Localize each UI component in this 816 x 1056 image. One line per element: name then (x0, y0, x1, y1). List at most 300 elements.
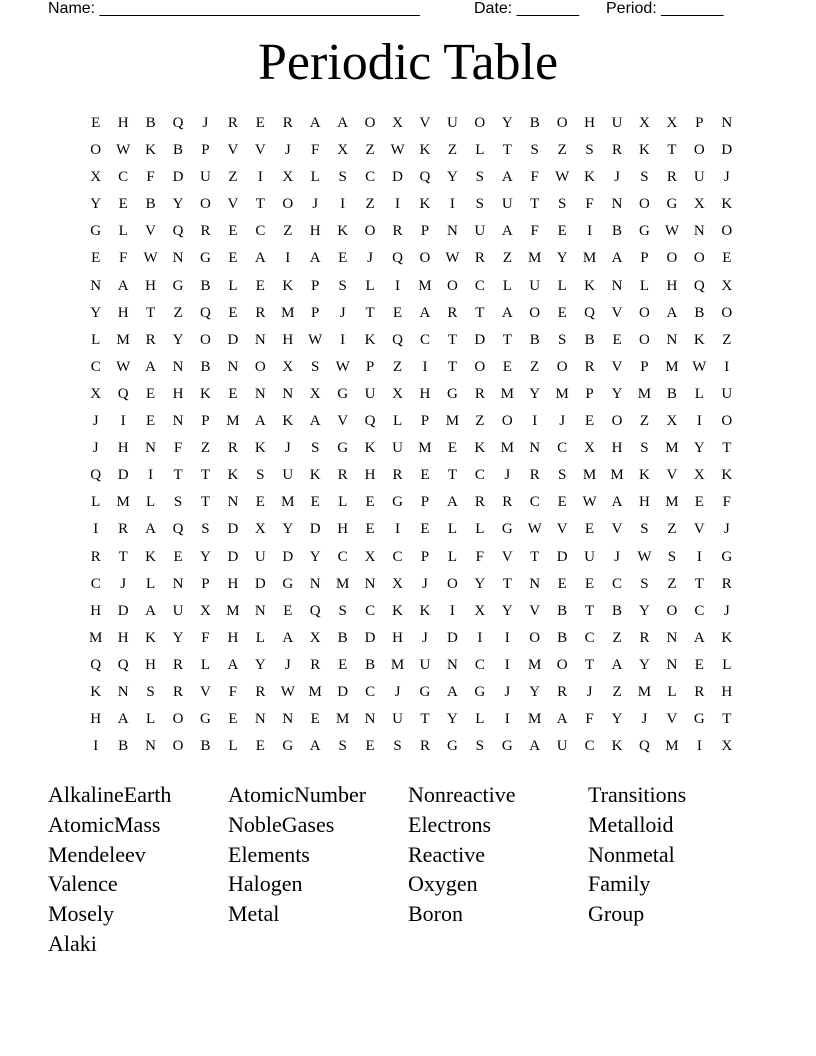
grid-letter[interactable]: Q (392, 331, 403, 348)
grid-letter[interactable]: E (365, 521, 375, 538)
grid-letter[interactable]: M (637, 385, 652, 402)
grid-letter[interactable]: D (364, 629, 376, 646)
grid-letter[interactable]: O (419, 250, 431, 267)
grid-letter[interactable]: F (530, 223, 539, 240)
grid-letter[interactable]: A (309, 413, 321, 430)
grid-letter[interactable]: S (640, 521, 649, 538)
grid-letter[interactable]: T (585, 602, 595, 619)
grid-letter[interactable]: E (585, 521, 595, 538)
grid-letter[interactable]: C (255, 223, 266, 240)
grid-letter[interactable]: U (693, 169, 705, 186)
grid-letter[interactable]: A (254, 413, 266, 430)
grid-letter[interactable]: K (227, 467, 239, 484)
grid-letter[interactable]: G (200, 711, 211, 728)
grid-letter[interactable]: P (311, 277, 320, 294)
grid-letter[interactable]: N (309, 575, 321, 592)
grid-letter[interactable]: N (666, 629, 678, 646)
grid-letter[interactable]: L (200, 656, 211, 673)
grid-letter[interactable]: L (557, 277, 567, 294)
grid-letter[interactable]: F (722, 494, 731, 511)
grid-letter[interactable]: R (447, 304, 458, 321)
grid-letter[interactable]: H (145, 656, 157, 673)
grid-letter[interactable]: E (228, 304, 238, 321)
grid-letter[interactable]: H (666, 277, 678, 294)
grid-letter[interactable]: Z (173, 304, 183, 321)
grid-letter[interactable]: E (392, 304, 403, 321)
grid-letter[interactable]: L (639, 277, 650, 294)
grid-letter[interactable]: S (201, 521, 210, 538)
grid-letter[interactable]: D (392, 169, 403, 186)
grid-letter[interactable]: E (338, 250, 348, 267)
grid-letter[interactable]: D (446, 629, 458, 646)
grid-letter[interactable]: Q (392, 250, 403, 267)
grid-letter[interactable]: G (172, 277, 184, 294)
grid-letter[interactable]: K (639, 142, 650, 159)
grid-letter[interactable]: Y (474, 575, 486, 592)
grid-letter[interactable]: S (338, 738, 347, 755)
grid-letter[interactable]: V (254, 142, 266, 159)
grid-letter[interactable]: E (557, 223, 567, 240)
grid-letter[interactable]: R (255, 304, 266, 321)
grid-letter[interactable]: K (282, 413, 294, 430)
grid-letter[interactable]: Q (200, 304, 211, 321)
grid-letter[interactable]: T (475, 304, 485, 321)
grid-letter[interactable]: R (474, 250, 485, 267)
grid-letter[interactable]: X (90, 169, 102, 186)
grid-letter[interactable]: G (337, 440, 349, 457)
grid-letter[interactable]: R (173, 683, 184, 700)
grid-letter[interactable]: O (721, 413, 733, 430)
grid-letter[interactable]: Z (283, 223, 293, 240)
grid-letter[interactable]: R (200, 223, 211, 240)
grid-letter[interactable]: E (557, 494, 567, 511)
grid-letter[interactable]: E (255, 494, 265, 511)
grid-letter[interactable]: H (227, 575, 239, 592)
grid-letter[interactable]: X (584, 440, 596, 457)
grid-letter[interactable]: C (365, 169, 376, 186)
grid-letter[interactable]: X (364, 548, 376, 565)
grid-letter[interactable]: S (311, 440, 320, 457)
grid-letter[interactable]: R (474, 494, 485, 511)
grid-letter[interactable]: L (447, 521, 457, 538)
grid-letter[interactable]: H (419, 385, 431, 402)
grid-letter[interactable]: K (419, 602, 431, 619)
grid-letter[interactable]: I (93, 738, 99, 755)
grid-letter[interactable]: Y (90, 196, 102, 213)
grid-letter[interactable]: K (721, 629, 733, 646)
grid-letter[interactable]: A (282, 629, 294, 646)
grid-letter[interactable]: K (364, 440, 376, 457)
grid-letter[interactable]: O (446, 575, 458, 592)
grid-letter[interactable]: K (200, 385, 211, 402)
grid-letter[interactable]: H (172, 385, 184, 402)
grid-letter[interactable]: Q (419, 169, 431, 186)
grid-letter[interactable]: I (148, 467, 154, 484)
grid-letter[interactable]: M (665, 440, 679, 457)
grid-letter[interactable]: M (445, 413, 460, 430)
grid-letter[interactable]: U (364, 385, 376, 402)
grid-letter[interactable]: C (474, 467, 485, 484)
grid-letter[interactable]: A (501, 223, 513, 240)
grid-letter[interactable]: M (555, 385, 569, 402)
grid-letter[interactable]: Y (172, 331, 184, 348)
grid-letter[interactable]: H (392, 629, 403, 646)
grid-letter[interactable]: L (475, 142, 485, 159)
grid-letter[interactable]: I (257, 169, 263, 186)
grid-letter[interactable]: P (420, 223, 430, 240)
grid-letter[interactable]: X (693, 196, 705, 213)
grid-letter[interactable]: C (474, 277, 485, 294)
grid-letter[interactable]: Y (611, 711, 623, 728)
grid-letter[interactable]: F (146, 169, 155, 186)
grid-letter[interactable]: B (200, 358, 211, 375)
grid-letter[interactable]: Z (228, 169, 238, 186)
grid-letter[interactable]: N (282, 711, 294, 728)
grid-letter[interactable]: P (311, 304, 320, 321)
grid-letter[interactable]: Q (117, 385, 129, 402)
grid-letter[interactable]: H (145, 277, 157, 294)
grid-letter[interactable]: T (365, 304, 375, 321)
grid-letter[interactable]: O (200, 331, 211, 348)
grid-letter[interactable]: E (255, 277, 265, 294)
grid-letter[interactable]: D (309, 521, 321, 538)
grid-letter[interactable]: O (556, 358, 568, 375)
grid-letter[interactable]: G (721, 548, 733, 565)
grid-letter[interactable]: T (585, 656, 595, 673)
grid-letter[interactable]: J (422, 629, 428, 646)
grid-letter[interactable]: Z (502, 250, 512, 267)
grid-letter[interactable]: L (722, 656, 732, 673)
grid-letter[interactable]: C (365, 683, 376, 700)
grid-letter[interactable]: W (280, 683, 295, 700)
grid-letter[interactable]: Z (667, 575, 677, 592)
grid-letter[interactable]: N (172, 358, 184, 375)
grid-letter[interactable]: K (693, 331, 705, 348)
grid-letter[interactable]: L (392, 413, 403, 430)
grid-letter[interactable]: X (309, 385, 321, 402)
grid-letter[interactable]: Q (172, 115, 184, 131)
grid-letter[interactable]: J (367, 250, 374, 267)
grid-letter[interactable]: E (228, 250, 238, 267)
grid-letter[interactable]: T (447, 358, 457, 375)
grid-letter[interactable]: W (582, 494, 597, 511)
grid-letter[interactable]: R (310, 656, 321, 673)
grid-letter[interactable]: S (530, 142, 539, 159)
grid-letter[interactable]: M (418, 440, 432, 457)
grid-letter[interactable]: H (337, 521, 349, 538)
grid-letter[interactable]: B (145, 115, 156, 131)
grid-letter[interactable]: K (90, 683, 102, 700)
grid-letter[interactable]: P (201, 575, 210, 592)
grid-letter[interactable]: H (227, 629, 239, 646)
grid-letter[interactable]: A (556, 711, 568, 728)
grid-letter[interactable]: W (116, 358, 131, 375)
grid-letter[interactable]: N (254, 331, 266, 348)
grid-letter[interactable]: W (390, 142, 405, 159)
grid-letter[interactable]: I (696, 738, 702, 755)
grid-letter[interactable]: I (587, 223, 593, 240)
grid-letter[interactable]: Z (365, 142, 375, 159)
grid-letter[interactable]: A (117, 711, 129, 728)
grid-letter[interactable]: B (694, 304, 705, 321)
grid-letter[interactable]: N (254, 711, 266, 728)
grid-letter[interactable]: E (557, 304, 567, 321)
grid-letter[interactable]: N (227, 494, 239, 511)
grid-letter[interactable]: O (529, 304, 541, 321)
grid-letter[interactable]: D (117, 467, 129, 484)
grid-letter[interactable]: Y (90, 304, 102, 321)
grid-letter[interactable]: E (585, 413, 595, 430)
grid-letter[interactable]: Y (172, 629, 184, 646)
grid-letter[interactable]: S (667, 548, 677, 565)
grid-letter[interactable]: X (666, 115, 678, 131)
grid-letter[interactable]: T (200, 494, 211, 511)
grid-letter[interactable]: M (582, 250, 597, 267)
grid-letter[interactable]: U (254, 548, 266, 565)
grid-letter[interactable]: E (173, 548, 183, 565)
grid-letter[interactable]: F (311, 142, 320, 159)
grid-letter[interactable]: I (696, 548, 702, 565)
grid-letter[interactable]: S (311, 358, 320, 375)
grid-letter[interactable]: W (143, 250, 158, 267)
grid-letter[interactable]: B (584, 331, 595, 348)
grid-letter[interactable]: O (364, 115, 376, 131)
grid-letter[interactable]: Y (200, 548, 211, 565)
grid-letter[interactable]: V (693, 521, 705, 538)
grid-letter[interactable]: N (721, 115, 733, 131)
grid-letter[interactable]: B (200, 277, 211, 294)
grid-letter[interactable]: T (255, 196, 265, 213)
grid-letter[interactable]: H (364, 467, 376, 484)
grid-letter[interactable]: R (145, 331, 156, 348)
grid-letter[interactable]: N (117, 683, 129, 700)
grid-letter[interactable]: B (529, 331, 540, 348)
grid-letter[interactable]: N (446, 223, 458, 240)
grid-letter[interactable]: E (146, 385, 156, 402)
grid-letter[interactable]: D (556, 548, 568, 565)
grid-letter[interactable]: B (666, 385, 677, 402)
grid-letter[interactable]: L (475, 521, 485, 538)
grid-letter[interactable]: B (612, 223, 623, 240)
grid-letter[interactable]: O (172, 738, 184, 755)
grid-letter[interactable]: O (556, 115, 568, 131)
grid-letter[interactable]: I (422, 358, 428, 375)
grid-letter[interactable]: D (337, 683, 349, 700)
grid-letter[interactable]: L (667, 683, 677, 700)
grid-letter[interactable]: Z (475, 413, 485, 430)
grid-letter[interactable]: A (254, 250, 266, 267)
grid-letter[interactable]: Y (693, 440, 705, 457)
grid-letter[interactable]: R (227, 115, 238, 131)
grid-letter[interactable]: P (585, 385, 594, 402)
grid-letter[interactable]: N (666, 656, 678, 673)
grid-letter[interactable]: W (116, 142, 131, 159)
grid-letter[interactable]: C (392, 548, 403, 565)
grid-letter[interactable]: S (256, 467, 265, 484)
grid-letter[interactable]: N (145, 440, 157, 457)
grid-letter[interactable]: J (312, 196, 319, 213)
grid-letter[interactable]: B (200, 738, 211, 755)
grid-letter[interactable]: N (254, 602, 266, 619)
grid-letter[interactable]: A (501, 304, 513, 321)
grid-letter[interactable]: R (118, 521, 129, 538)
grid-letter[interactable]: P (201, 413, 210, 430)
grid-letter[interactable]: G (474, 683, 486, 700)
grid-letter[interactable]: X (639, 115, 650, 131)
grid-letter[interactable]: T (722, 711, 732, 728)
grid-letter[interactable]: Y (254, 656, 266, 673)
grid-letter[interactable]: X (721, 277, 733, 294)
grid-letter[interactable]: U (474, 223, 486, 240)
grid-letter[interactable]: V (200, 683, 211, 700)
grid-letter[interactable]: C (118, 169, 129, 186)
grid-letter[interactable]: Q (90, 467, 102, 484)
grid-letter[interactable]: R (282, 115, 293, 131)
grid-letter[interactable]: S (338, 169, 347, 186)
grid-letter[interactable]: W (527, 521, 542, 538)
grid-letter[interactable]: K (721, 196, 733, 213)
grid-letter[interactable]: S (640, 169, 649, 186)
grid-letter[interactable]: A (309, 250, 321, 267)
grid-letter[interactable]: C (584, 629, 595, 646)
grid-letter[interactable]: B (337, 629, 348, 646)
grid-letter[interactable]: J (284, 440, 291, 457)
grid-letter[interactable]: A (611, 494, 623, 511)
grid-letter[interactable]: H (309, 223, 321, 240)
grid-letter[interactable]: D (117, 602, 129, 619)
grid-letter[interactable]: H (611, 440, 623, 457)
grid-letter[interactable]: X (200, 602, 211, 619)
grid-letter[interactable]: E (91, 250, 101, 267)
grid-letter[interactable]: B (145, 196, 156, 213)
grid-letter[interactable]: A (446, 494, 458, 511)
grid-letter[interactable]: L (146, 494, 156, 511)
grid-letter[interactable]: L (310, 169, 320, 186)
grid-letter[interactable]: R (557, 683, 568, 700)
grid-letter[interactable]: U (501, 196, 513, 213)
grid-letter[interactable]: R (392, 467, 403, 484)
grid-letter[interactable]: T (502, 331, 512, 348)
grid-letter[interactable]: C (584, 738, 595, 755)
grid-letter[interactable]: J (394, 683, 401, 700)
grid-letter[interactable]: A (309, 115, 321, 131)
grid-letter[interactable]: E (118, 196, 128, 213)
grid-letter[interactable]: E (310, 711, 320, 728)
grid-letter[interactable]: G (90, 223, 102, 240)
grid-letter[interactable]: C (557, 440, 568, 457)
grid-letter[interactable]: X (392, 385, 403, 402)
grid-letter[interactable]: M (637, 683, 652, 700)
grid-letter[interactable]: Y (501, 115, 513, 131)
grid-letter[interactable]: V (666, 711, 678, 728)
grid-letter[interactable]: S (585, 142, 594, 159)
grid-letter[interactable]: J (504, 467, 511, 484)
grid-letter[interactable]: L (447, 548, 457, 565)
grid-letter[interactable]: E (420, 521, 430, 538)
grid-letter[interactable]: Y (611, 385, 623, 402)
grid-letter[interactable]: S (146, 683, 155, 700)
grid-letter[interactable]: A (529, 738, 541, 755)
grid-letter[interactable]: K (474, 440, 486, 457)
grid-letter[interactable]: J (723, 602, 730, 619)
grid-letter[interactable]: K (282, 277, 294, 294)
grid-letter[interactable]: Z (530, 358, 540, 375)
grid-letter[interactable]: M (528, 250, 542, 267)
grid-letter[interactable]: J (504, 683, 511, 700)
grid-letter[interactable]: X (474, 602, 486, 619)
grid-letter[interactable]: N (529, 575, 541, 592)
grid-letter[interactable]: J (723, 169, 730, 186)
grid-letter[interactable]: R (721, 575, 732, 592)
grid-letter[interactable]: W (692, 358, 707, 375)
grid-letter[interactable]: I (504, 656, 510, 673)
grid-letter[interactable]: N (90, 277, 102, 294)
grid-letter[interactable]: J (422, 575, 428, 592)
grid-letter[interactable]: K (584, 169, 596, 186)
grid-letter[interactable]: K (309, 467, 321, 484)
grid-letter[interactable]: R (392, 223, 403, 240)
grid-letter[interactable]: W (555, 169, 570, 186)
grid-letter[interactable]: L (502, 277, 512, 294)
grid-letter[interactable]: D (474, 331, 486, 348)
grid-letter[interactable]: Y (309, 548, 321, 565)
grid-letter[interactable]: F (201, 629, 210, 646)
grid-letter[interactable]: S (557, 331, 567, 348)
grid-letter[interactable]: F (173, 440, 183, 457)
grid-letter[interactable]: U (392, 711, 403, 728)
grid-letter[interactable]: A (145, 358, 157, 375)
grid-letter[interactable]: L (365, 277, 375, 294)
grid-letter[interactable]: E (255, 738, 265, 755)
grid-letter[interactable]: K (419, 142, 431, 159)
grid-letter[interactable]: Y (501, 602, 513, 619)
grid-letter[interactable]: J (339, 304, 346, 321)
grid-letter[interactable]: K (337, 223, 349, 240)
grid-letter[interactable]: A (501, 169, 513, 186)
grid-letter[interactable]: P (640, 250, 649, 267)
grid-letter[interactable]: N (529, 440, 541, 457)
grid-letter[interactable]: J (120, 575, 127, 592)
grid-letter[interactable]: I (477, 629, 483, 646)
grid-letter[interactable]: N (172, 250, 184, 267)
grid-letter[interactable]: S (557, 467, 567, 484)
grid-letter[interactable]: E (694, 656, 704, 673)
grid-letter[interactable]: I (504, 711, 510, 728)
grid-letter[interactable]: G (200, 250, 211, 267)
grid-letter[interactable]: O (666, 602, 678, 619)
grid-letter[interactable]: D (227, 521, 239, 538)
grid-letter[interactable]: O (172, 711, 184, 728)
grid-letter[interactable]: E (447, 440, 457, 457)
grid-letter[interactable]: O (556, 656, 568, 673)
grid-letter[interactable]: E (228, 385, 238, 402)
grid-letter[interactable]: R (474, 385, 485, 402)
grid-letter[interactable]: O (639, 331, 650, 348)
grid-letter[interactable]: H (90, 602, 102, 619)
grid-letter[interactable]: A (693, 629, 705, 646)
grid-letter[interactable]: Q (364, 413, 376, 430)
grid-letter[interactable]: X (282, 358, 294, 375)
grid-letter[interactable]: S (393, 738, 402, 755)
grid-letter[interactable]: V (227, 196, 239, 213)
grid-letter[interactable]: I (395, 277, 401, 294)
grid-letter[interactable]: C (90, 575, 101, 592)
grid-letter[interactable]: O (501, 413, 513, 430)
grid-letter[interactable]: O (474, 358, 486, 375)
grid-letter[interactable]: S (338, 602, 347, 619)
grid-letter[interactable]: M (665, 494, 679, 511)
grid-letter[interactable]: D (254, 575, 266, 592)
